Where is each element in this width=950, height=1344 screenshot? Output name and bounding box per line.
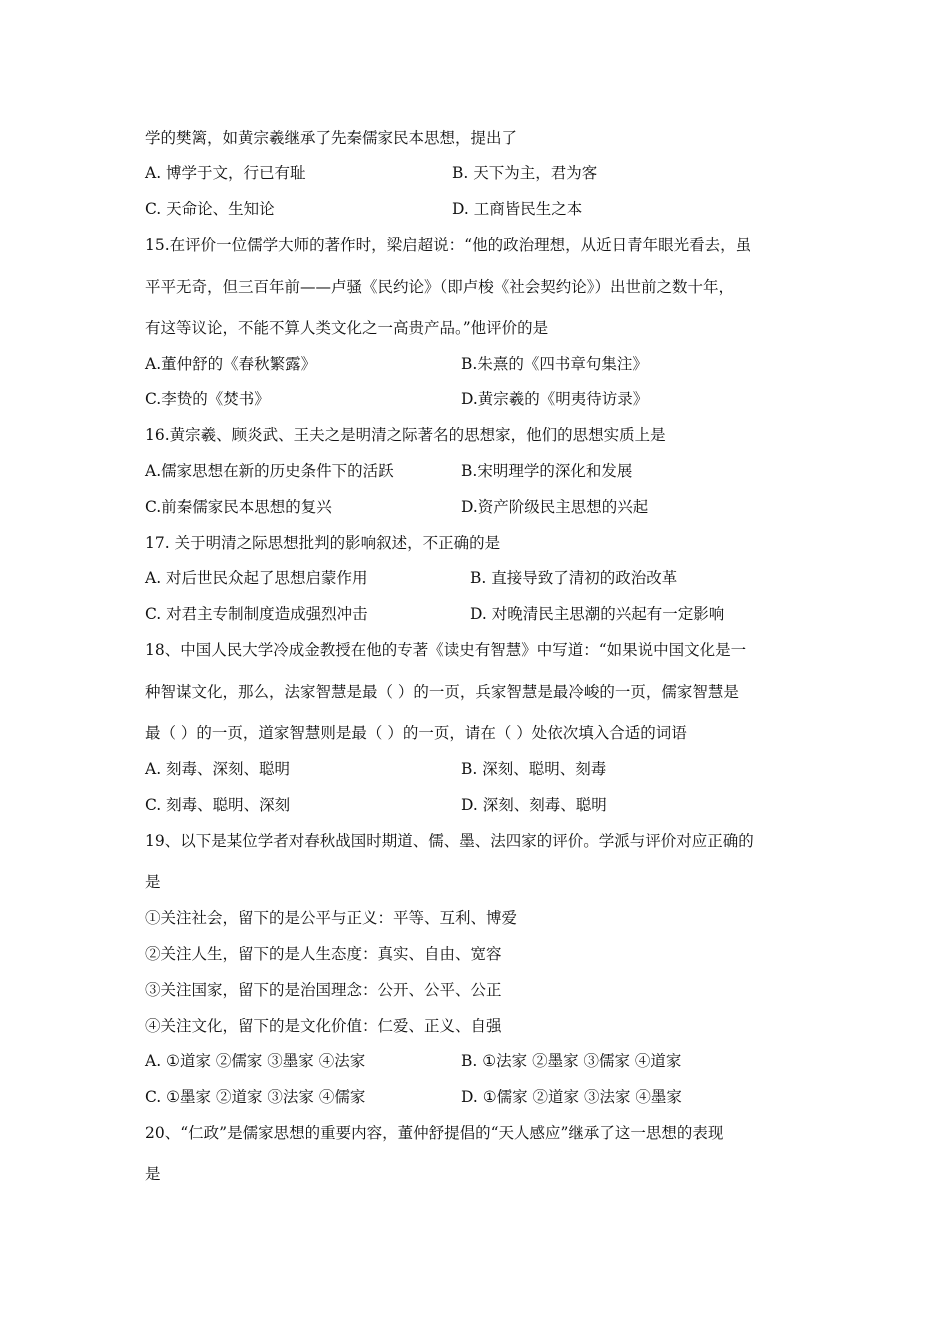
option-b: B. 天下为主，君为客 bbox=[452, 164, 598, 182]
text-line: 种智谋文化，那么，法家智慧是最（ ）的一页，兵家智慧是最冷峻的一页，儒家智慧是 bbox=[145, 683, 739, 701]
option-d: D. 工商皆民生之本 bbox=[452, 200, 583, 218]
question-17: 17. 关于明清之际思想批判的影响叙述，不正确的是 bbox=[145, 534, 501, 552]
option-a: A. 博学于文，行已有耻 bbox=[145, 164, 306, 182]
text-line: 有这等议论，不能不算人类文化之一高贵产品。”他评价的是 bbox=[145, 319, 549, 337]
option-b: B.宋明理学的深化和发展 bbox=[461, 462, 633, 480]
text-line: 最（ ）的一页，道家智慧则是最（ ）的一页，请在（ ）处依次填入合适的词语 bbox=[145, 724, 687, 742]
text-line: 是 bbox=[145, 1165, 161, 1183]
option-b: B. 直接导致了清初的政治改革 bbox=[470, 569, 678, 587]
question-18: 18、中国人民大学冷成金教授在他的专著《读史有智慧》中写道：“如果说中国文化是一 bbox=[145, 641, 747, 659]
option-c: C. ①墨家 ②道家 ③法家 ④儒家 bbox=[145, 1088, 366, 1106]
option-a: A. ①道家 ②儒家 ③墨家 ④法家 bbox=[145, 1052, 366, 1070]
statement-3: ③关注国家，留下的是治国理念：公开、公平、公正 bbox=[145, 981, 502, 999]
option-a: A. 对后世民众起了思想启蒙作用 bbox=[145, 569, 368, 587]
option-d: D.黄宗羲的《明夷待访录》 bbox=[461, 390, 649, 408]
question-19: 19、以下是某位学者对春秋战国时期道、儒、墨、法四家的评价。学派与评价对应正确的 bbox=[145, 832, 754, 850]
option-c: C. 刻毒、聪明、深刻 bbox=[145, 796, 291, 814]
option-c: C.李贽的《焚书》 bbox=[145, 390, 270, 408]
question-16: 16.黄宗羲、顾炎武、王夫之是明清之际著名的思想家，他们的思想实质上是 bbox=[145, 426, 666, 444]
option-c: C.前秦儒家民本思想的复兴 bbox=[145, 498, 332, 516]
option-c: C. 对君主专制制度造成强烈冲击 bbox=[145, 605, 368, 623]
option-c: C. 天命论、生知论 bbox=[145, 200, 275, 218]
statement-1: ①关注社会，留下的是公平与正义：平等、互利、博爱 bbox=[145, 909, 518, 927]
text-line: 是 bbox=[145, 873, 161, 891]
text-line: 学的樊篱，如黄宗羲继承了先秦儒家民本思想，提出了 bbox=[145, 129, 518, 147]
text-line: 平平无奇，但三百年前——卢骚《民约论》（即卢梭《社会契约论》）出世前之数十年， bbox=[145, 278, 735, 296]
option-d: D. ①儒家 ②道家 ③法家 ④墨家 bbox=[461, 1088, 682, 1106]
option-d: D.资产阶级民主思想的兴起 bbox=[461, 498, 649, 516]
statement-4: ④关注文化，留下的是文化价值：仁爱、正义、自强 bbox=[145, 1017, 502, 1035]
question-20: 20、“仁政”是儒家思想的重要内容，董仲舒提倡的“天人感应”继承了这一思想的表现 bbox=[145, 1124, 724, 1142]
option-b: B. 深刻、聪明、刻毒 bbox=[461, 760, 607, 778]
option-d: D. 深刻、刻毒、聪明 bbox=[461, 796, 607, 814]
option-d: D. 对晚清民主思潮的兴起有一定影响 bbox=[470, 605, 725, 623]
option-a: A.董仲舒的《春秋繁露》 bbox=[145, 355, 317, 373]
option-a: A.儒家思想在新的历史条件下的活跃 bbox=[145, 462, 394, 480]
option-a: A. 刻毒、深刻、聪明 bbox=[145, 760, 291, 778]
option-b: B.朱熹的《四书章句集注》 bbox=[461, 355, 648, 373]
option-b: B. ①法家 ②墨家 ③儒家 ④道家 bbox=[461, 1052, 682, 1070]
question-15: 15.在评价一位儒学大师的著作时，梁启超说：“他的政治理想，从近日青年眼光看去，虽 bbox=[145, 236, 752, 254]
statement-2: ②关注人生，留下的是人生态度：真实、自由、宽容 bbox=[145, 945, 502, 963]
